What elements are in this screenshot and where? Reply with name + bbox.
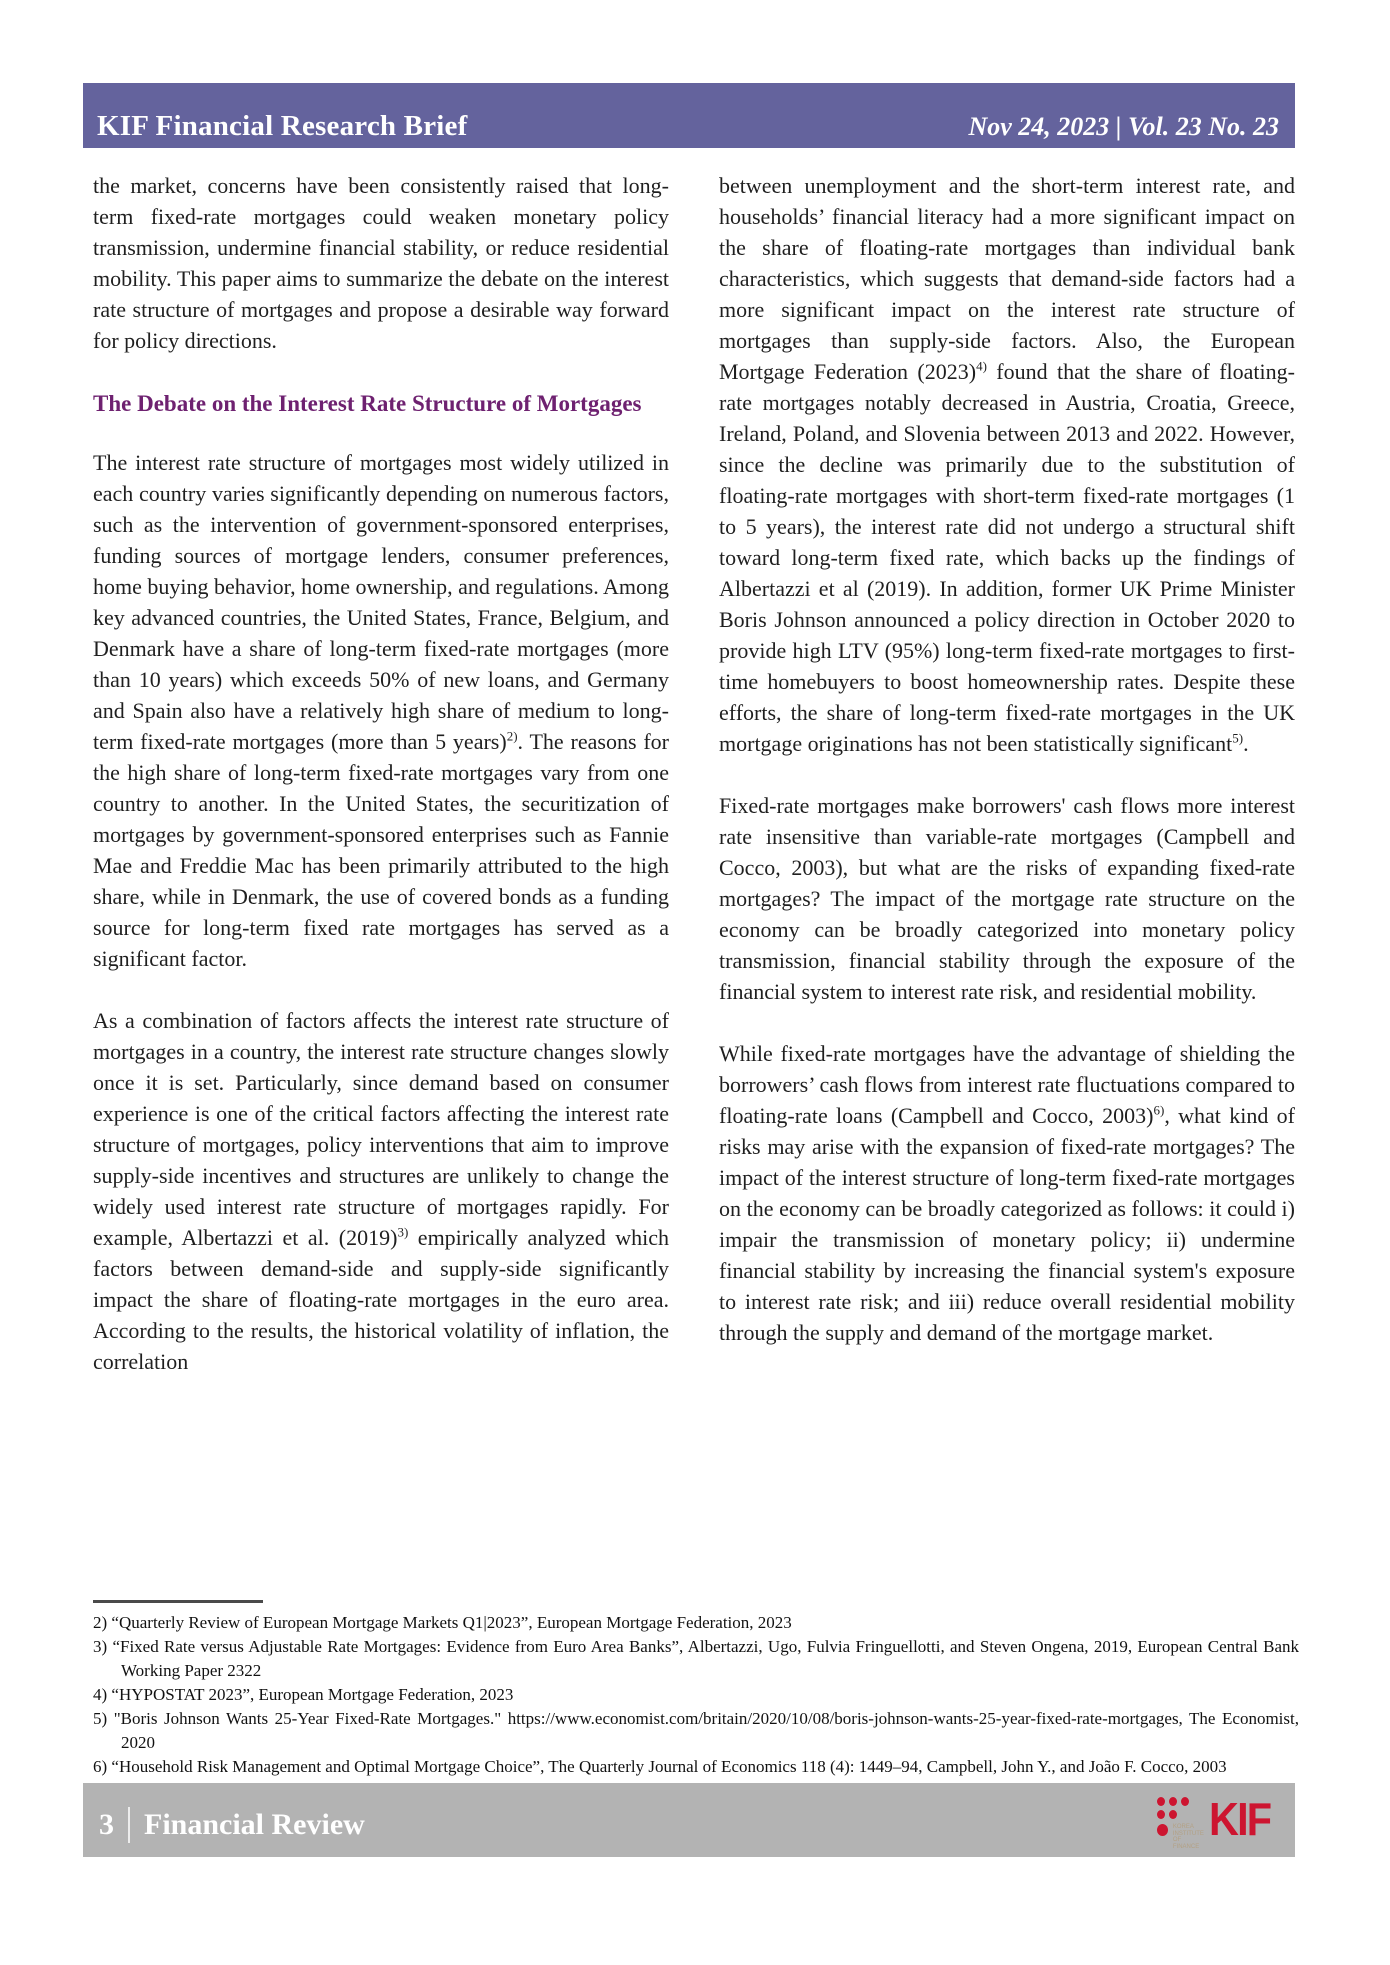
right-column — [719, 170, 1295, 1592]
paragraph: the market, concerns have been consistently raised that long-term fixed-rate mortgages could weaken monetary policy transmission, undermine financial stability, or reduce residential mobility. This paper aims to summarize the debate on the interest rate structure of mortgages and propose a desirable way forward for policy directions. — [93, 173, 669, 353]
footer-divider-bar — [128, 1807, 130, 1843]
footnote: 3) “Fixed Rate versus Adjustable Rate Mortgages: Evidence from Euro Area Banks”, Albertazzi, Ugo, Fulvia Fringuellotti, and Steven Ongena, 2019, European Central Bank Working Paper 2322 — [93, 1637, 1299, 1680]
issue-date-volume: Nov 24, 2023 | Vol. 23 No. 23 — [968, 112, 1279, 141]
page-number: 3 — [99, 1808, 114, 1841]
footnote-list — [93, 1611, 1299, 1779]
publication-name: Financial Review — [144, 1808, 365, 1841]
page-indicator — [99, 1797, 365, 1843]
section-heading: The Debate on the Interest Rate Structure of Mortgages — [93, 391, 642, 416]
footnote-ref: 3) — [397, 1224, 409, 1240]
footnote-ref: 6) — [1153, 1102, 1165, 1118]
footnote-ref: 4) — [976, 358, 987, 374]
footnotes-section — [93, 1600, 1299, 1779]
kif-logo — [1157, 1793, 1277, 1850]
kif-dots-icon — [1157, 1796, 1191, 1844]
footnote-ref: 2) — [506, 728, 518, 744]
footnote: 4) “HYPOSTAT 2023”, European Mortgage Federation, 2023 — [93, 1685, 514, 1704]
brief-title: KIF Financial Research Brief — [97, 110, 468, 142]
paragraph: Fixed-rate mortgages make borrowers' cash flows more interest rate insensitive than variable-rate mortgages (Campbell and Cocco, 2003), but what are the risks of expanding fixed-rate mortgages? The impact of the mortgage rate structure on the economy can be broadly categorized into monetary policy transmission, financial stability through the exposure of the financial system to interest rate risk, and residential mobility. — [719, 793, 1295, 1004]
left-column — [93, 170, 669, 1592]
paragraph: As a combination of factors affects the interest rate structure of mortgages in a country, the interest rate structure changes slowly once it is set. Particularly, since demand based on consumer experience is one of the critical factors affecting the interest rate structure of mortgages, policy interventions that aim to improve supply-side incentives and structures are unlikely to change the widely used interest rate structure of mortgages rapidly. For example, Albertazzi et al. $(2019)^{3)}$ empirically analyzed which factors between demand-side and supply-side significantly impact the share of floating-rate mortgages in the euro area. According to the results, the historical volatility of inflation, the correlation — [93, 1008, 669, 1374]
paragraph: While fixed-rate mortgages have the advantage of shielding the borrowers’ cash flows from interest rate fluctuations compared to floating-rate loans (Campbell and Cocco, 2003)$^{6)}$, what kind of risks may arise with the expansion of fixed-rate mortgages? The impact of the interest structure of long-term fixed-rate mortgages on the economy can be broadly categorized as follows: it could i) impair the transmission of monetary policy; ii) undermine financial stability by increasing the financial system's exposure to interest rate risk; and iii) reduce overall residential mobility through the supply and demand of the mortgage market. — [719, 1041, 1295, 1345]
kif-logo-text: KIF — [1208, 1793, 1271, 1845]
footer-bar — [83, 1783, 1295, 1857]
article-body — [93, 170, 1295, 1592]
header-bar — [83, 83, 1295, 148]
footnote: 6) “Household Risk Management and Optimal Mortgage Choice”, The Quarterly Journal of Economics 118 (4): 1449–94, Campbell, John Y., and João F. Cocco, 2003 — [93, 1757, 1227, 1776]
footnote-ref: 5) — [1232, 730, 1244, 746]
footnote: 2) “Quarterly Review of European Mortgage Markets Q1|2023”, European Mortgage Federation, 2023 — [93, 1613, 792, 1632]
footnote: 5) "Boris Johnson Wants 25-Year Fixed-Rate Mortgages." https://www.economist.com/britain/2020/10/08/boris-johnson-wants-25-year-fixed-rate-mortgages, The Economist, 2020 — [93, 1709, 1299, 1752]
paragraph: between unemployment and the short-term interest rate, and households’ financial literacy had a more significant impact on the share of floating-rate mortgages than individual bank characteristics, which suggests that demand-side factors had a more significant impact on the interest rate structure of mortgages than supply-side factors. Also, the European Mortgage Federation $(2023)^{4)}$ found that the share of floating-rate mortgages notably decreased in Austria, Croatia, Greece, Ireland, Poland, and Slovenia between 2013 and 2022. However, since the decline was primarily due to the substitution of floating-rate mortgages with short-term fixed-rate mortgages (1 to 5 years), the interest rate did not undergo a structural shift toward long-term fixed rate, which backs up the findings of Albertazzi et al (2019). In addition, former UK Prime Minister Boris Johnson announced a policy direction in October 2020 to provide high LTV (95%) long-term fixed-rate mortgages to first-time homebuyers to boost homeownership rates. Despite these efforts, the share of long-term fixed-rate mortgages in the UK mortgage originations has not been statistically significant$^{5)}$. — [719, 173, 1295, 756]
footnote-divider — [93, 1600, 263, 1603]
kif-logo-subtext: KOREA INSTITUTE OF FINANCE — [1172, 1824, 1204, 1850]
paragraph: The interest rate structure of mortgages most widely utilized in each country varies significantly depending on numerous factors, such as the intervention of government-sponsored enterprises, funding sources of mortgage lenders, consumer preferences, home buying behavior, home ownership, and regulations. Among key advanced countries, the United States, France, Belgium, and Denmark have a share of long-term fixed-rate mortgages (more than 10 years) which exceeds 50% of new loans, and Germany and Spain also have a relatively high share of medium to long-term fixed-rate mortgages (more than 5 years)$^{2)}$. The reasons for the high share of long-term fixed-rate mortgages vary from one country to another. In the United States, the securitization of mortgages by government-sponsored enterprises such as Fannie Mae and Freddie Mac has been primarily attributed to the high share, while in Denmark, the use of covered bonds as a funding source for long-term fixed rate mortgages has served as a significant factor. — [93, 450, 670, 971]
